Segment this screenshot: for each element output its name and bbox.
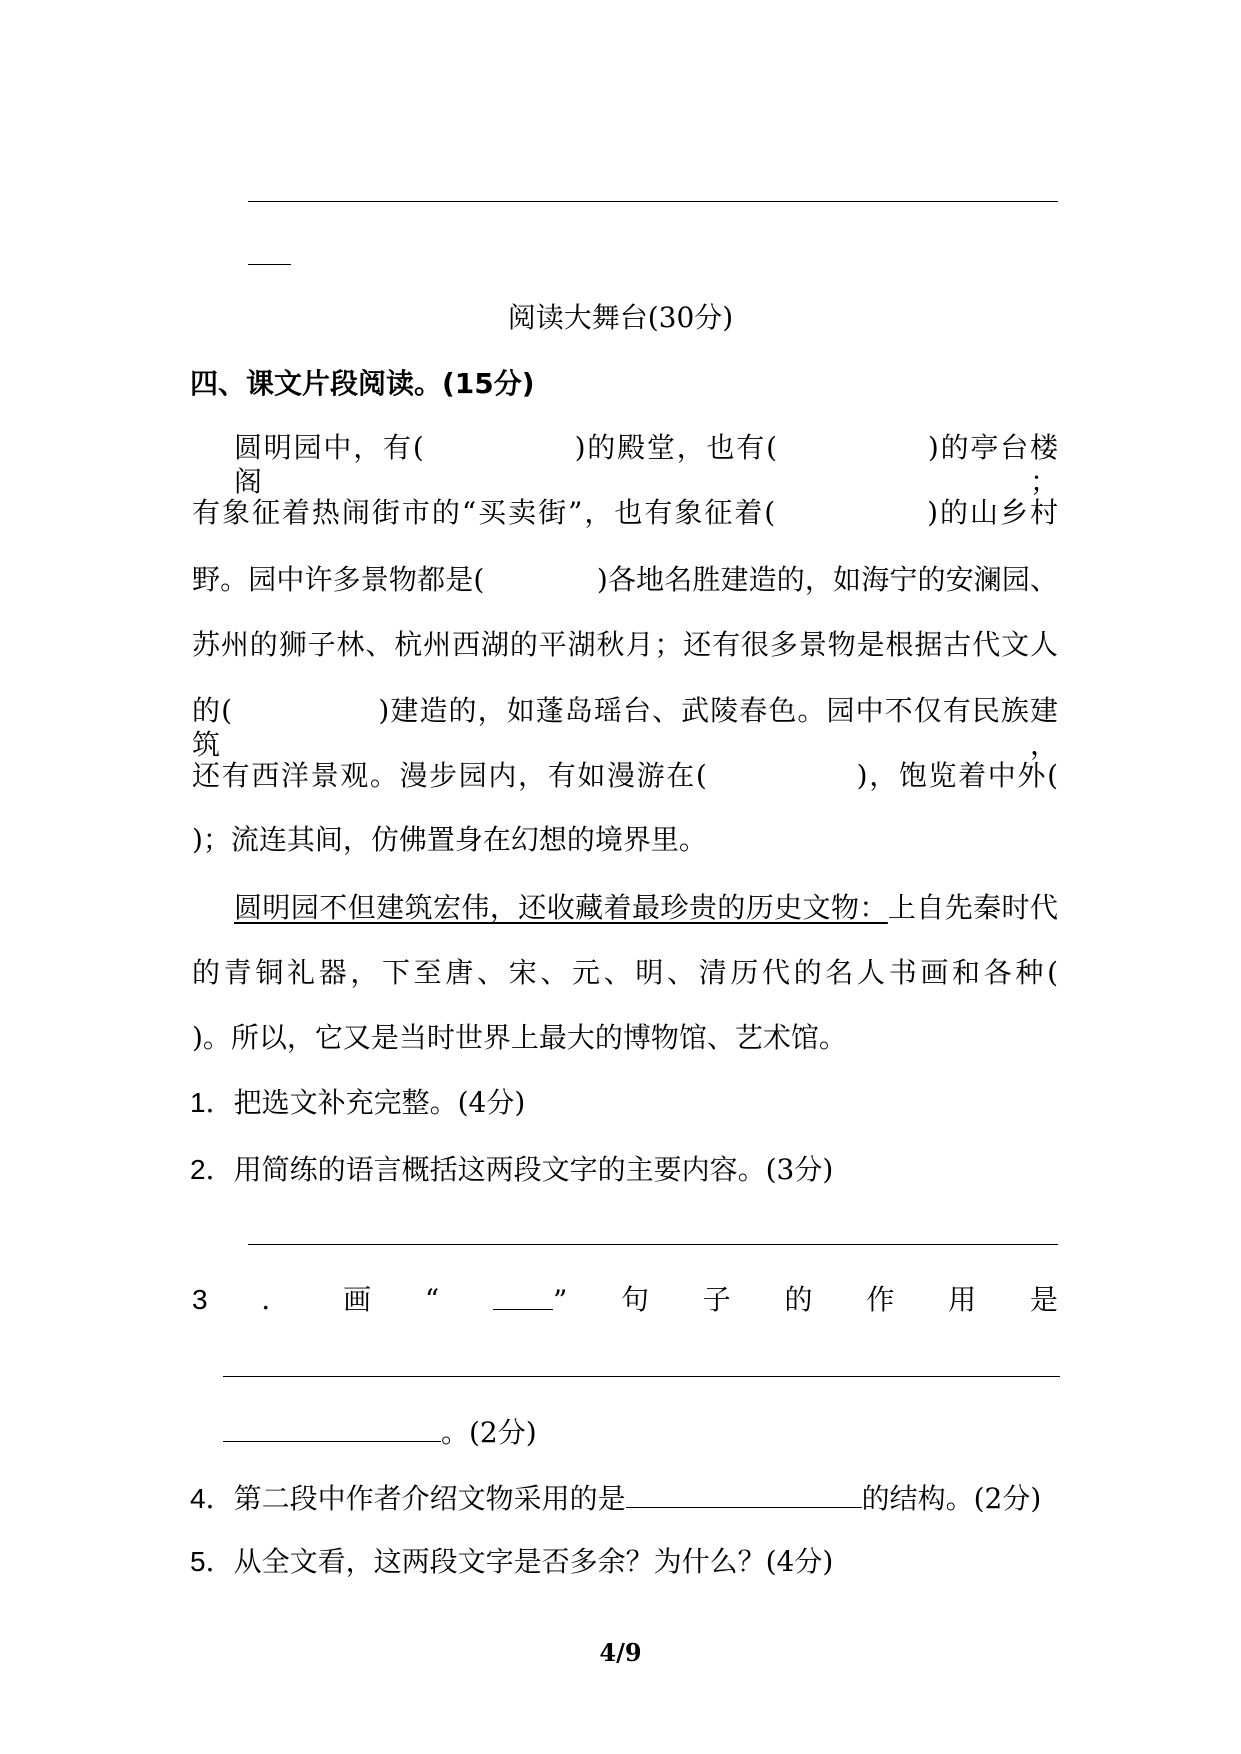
passage-line: 的( )建造的，如蓬岛瑶台、武陵春色。园中不仅有民族建筑， [192, 694, 1058, 761]
passage-line: 野。园中许多景物都是( )各地名胜建造的，如海宁的安澜园、 [192, 563, 1058, 596]
q3-part: 作 [866, 1283, 895, 1316]
answer-line[interactable] [248, 1244, 1058, 1245]
q3-part: 的 [784, 1283, 813, 1316]
question-text: 的结构。(2分) [861, 1482, 1042, 1515]
answer-blank[interactable] [223, 1415, 441, 1442]
answer-line[interactable] [248, 201, 1058, 202]
question-text: 。(2分) [441, 1416, 537, 1449]
question-3 [192, 1283, 1058, 1318]
answer-blank[interactable] [626, 1481, 862, 1508]
question-text: 从全文看，这两段文字是否多余？为什么？(4分) [233, 1545, 834, 1578]
q3-part: 是 [1029, 1283, 1058, 1316]
q3-part: 画 [343, 1283, 372, 1316]
question-4 [190, 1481, 1041, 1516]
question-text: 第二段中作者介绍文物采用的是 [233, 1482, 626, 1515]
passage-line: 还有西洋景观。漫步园内，有如漫游在( )，饱览着中外( [192, 759, 1058, 792]
question-2 [190, 1153, 833, 1187]
q3-part: “ [424, 1283, 440, 1316]
passage2-line [234, 891, 1058, 925]
passage-line: )；流连其间，仿佛置身在幻想的境界里。 [192, 823, 707, 856]
q3-part: 用 [948, 1283, 977, 1316]
question-1 [190, 1086, 525, 1120]
question-text: 用简练的语言概括这两段文字的主要内容。(3分) [233, 1153, 834, 1186]
q3-part: 子 [702, 1283, 731, 1316]
part-title: 四、课文片段阅读。(15分) [190, 367, 535, 400]
passage-line: 圆明园中，有( )的殿堂，也有( )的亭台楼阁； [234, 431, 1058, 498]
underlined-sentence: 圆明园不但建筑宏伟，还收藏着最珍贵的历史文物： [234, 891, 888, 924]
passage2-line: 的青铜礼器，下至唐、宋、元、明、清历代的名人书画和各种( [192, 956, 1058, 989]
question-number: 4． [190, 1483, 234, 1514]
q3-part: 句 [621, 1283, 650, 1316]
question-3-tail [223, 1415, 537, 1450]
question-5 [190, 1545, 833, 1579]
q3-part: 3 [192, 1284, 208, 1315]
underline-sample [493, 1283, 553, 1310]
question-number: 2． [190, 1154, 234, 1185]
passage-line: 有象征着热闹街市的“买卖街”，也有象征着( )的山乡村 [192, 496, 1058, 529]
answer-line-short[interactable] [248, 264, 291, 265]
q3-part: ” [552, 1284, 568, 1317]
answer-line[interactable] [223, 1376, 1060, 1377]
q3-part: ． [261, 1284, 290, 1315]
section-title: 阅读大舞台(30分) [507, 301, 734, 334]
question-number: 5． [190, 1546, 234, 1577]
page-number: 4/9 [599, 1638, 642, 1667]
passage-line: 苏州的狮子林、杭州西湖的平湖秋月；还有很多景物是根据古代文人 [192, 628, 1058, 661]
q3-quote [493, 1283, 567, 1318]
question-number: 1． [190, 1087, 234, 1118]
question-text: 把选文补充完整。(4分) [233, 1086, 526, 1119]
passage2-line: )。所以，它又是当时世界上最大的博物馆、艺术馆。 [192, 1021, 847, 1054]
passage-text: 上自先秦时代 [887, 891, 1058, 924]
